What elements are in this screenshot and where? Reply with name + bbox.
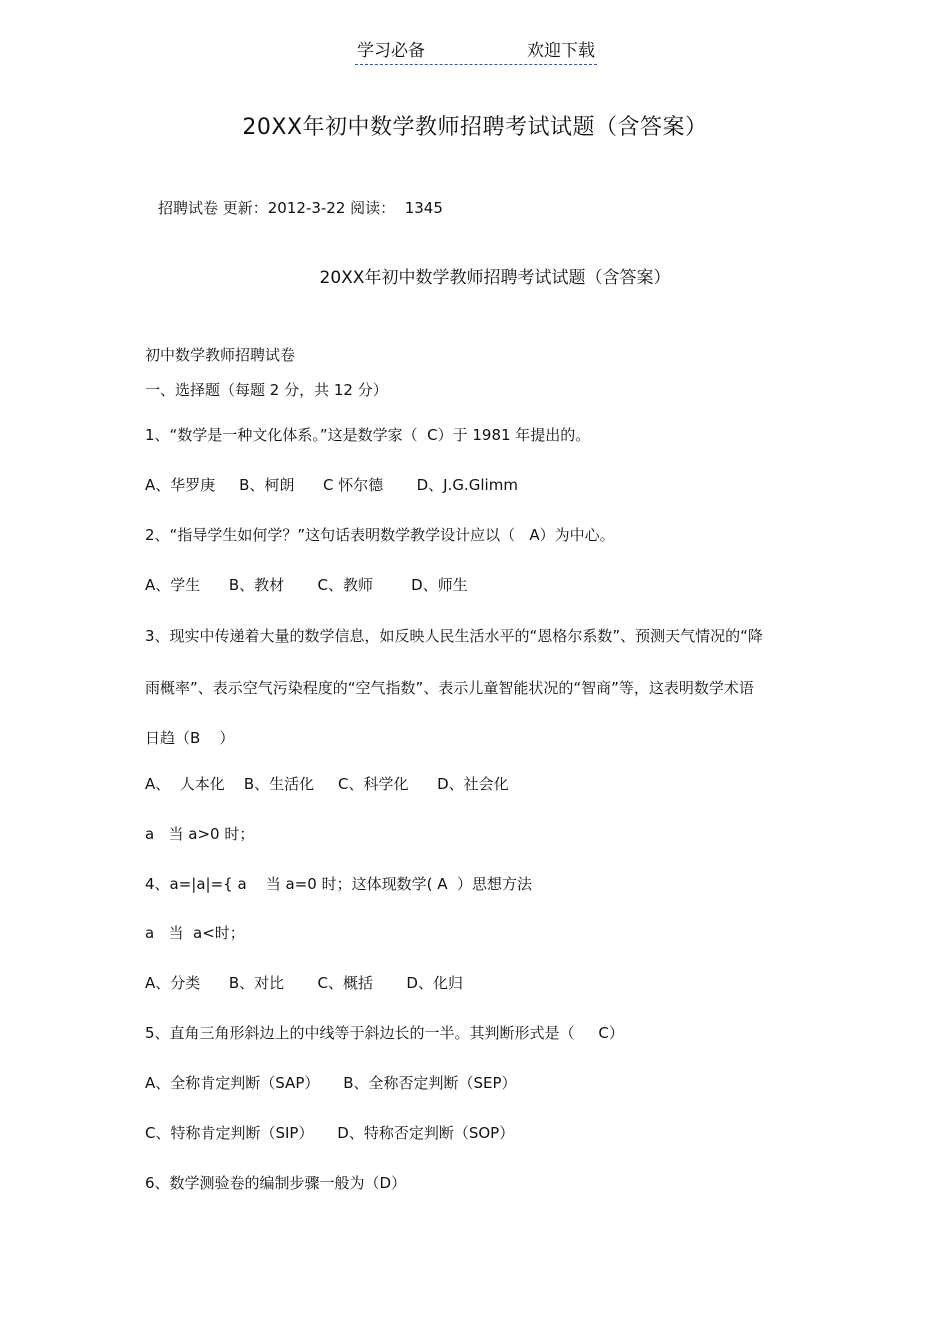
question-2-options: A、学生 B、教材 C、教师 D、师生 — [145, 576, 468, 594]
section-heading: 一、选择题（每题 2 分，共 12 分） — [145, 381, 388, 399]
article-meta: 招聘试卷 更新：2012-3-22 阅读： 1345 — [158, 199, 443, 217]
question-6: 6、数学测验卷的编制步骤一般为（D） — [145, 1174, 407, 1192]
document-subtitle: 20XX年初中数学教师招聘考试试题（含答案） — [319, 268, 671, 288]
header-right-text: 欢迎下载 — [527, 41, 595, 61]
question-3-options: A、 人本化 B、生活化 C、科学化 D、社会化 — [145, 775, 509, 793]
question-4-case-1: a 当 a>0 时； — [145, 825, 255, 843]
header-left-text: 学习必备 — [357, 41, 425, 61]
question-4: 4、a=|a|={ a 当 a=0 时；这体现数学( A ）思想方法 — [145, 875, 533, 893]
question-3-line-1: 3、现实中传递着大量的数学信息，如反映人民生活水平的“恩格尔系数”、预测天气情况的“降 — [145, 627, 763, 645]
document-title: 20XX年初中数学教师招聘考试试题（含答案） — [242, 115, 708, 140]
question-1: 1、“数学是一种文化体系。”这是数学家（ C）于 1981 年提出的。 — [145, 426, 591, 444]
question-4-options: A、分类 B、对比 C、概括 D、化归 — [145, 974, 463, 992]
question-5-options-2: C、特称肯定判断（SIP） D、特称否定判断（SOP） — [145, 1124, 515, 1142]
page-header — [355, 38, 597, 65]
question-4-case-3: a 当 a<时； — [145, 924, 245, 942]
question-2: 2、“指导学生如何学？”这句话表明数学教学设计应以（ A）为中心。 — [145, 526, 615, 544]
paper-name: 初中数学教师招聘试卷 — [145, 346, 296, 364]
question-5-options-1: A、全称肯定判断（SAP） B、全称否定判断（SEP） — [145, 1074, 517, 1092]
question-3-line-3: 日趋（B ） — [145, 729, 235, 747]
question-1-options: A、华罗庚 B、柯朗 C 怀尔德 D、J.G.Glimm — [145, 476, 518, 494]
question-3-line-2: 雨概率”、表示空气污染程度的“空气指数”、表示儿童智能状况的“智商”等，这表明数学术语 — [145, 679, 754, 697]
question-5: 5、直角三角形斜边上的中线等于斜边长的一半。其判断形式是（ C） — [145, 1024, 624, 1042]
